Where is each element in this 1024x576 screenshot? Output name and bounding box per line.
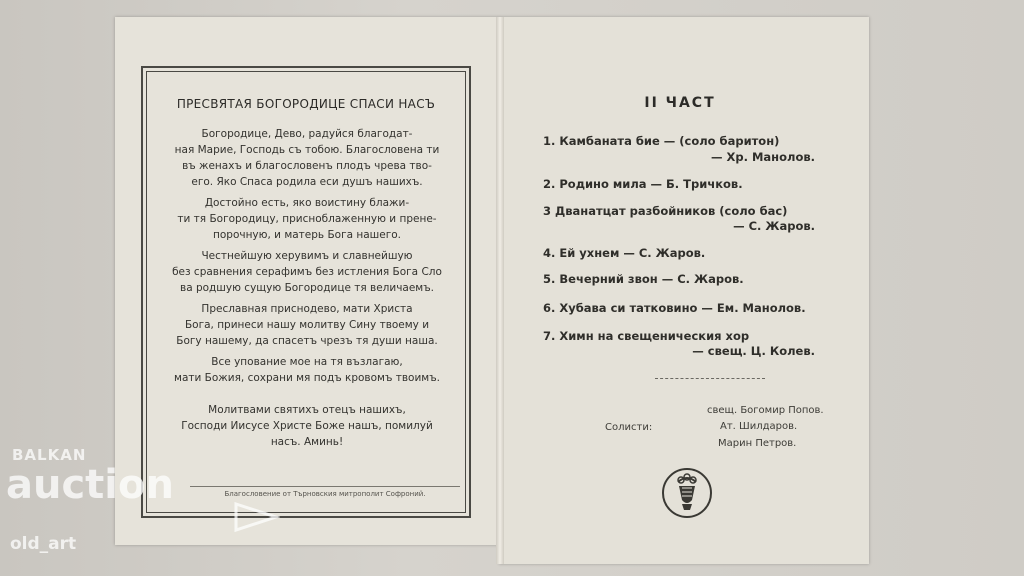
prayer-line: Достойно есть, яко воистину блажи-: [204, 197, 410, 209]
program-item: 6. Хубава си татковино — Ем. Манолов.: [543, 301, 806, 315]
prayer-line: насъ. Аминь!: [270, 436, 344, 448]
blessing-rule: [190, 486, 460, 487]
prayer-title: ПРЕСВЯТАЯ БОГОРОДИЦЕ СПАСИ НАСЪ: [176, 97, 436, 111]
blessing-note: Благословение от Търновския митрополит Софроний.: [224, 490, 426, 498]
program-item-author: — свещ. Ц. Колев.: [692, 344, 815, 358]
watermark-brand: BALKAN: [12, 446, 87, 464]
soloists-label: Солисти:: [605, 422, 653, 433]
watermark-title: auction: [6, 462, 174, 508]
prayer-line: порочную, и матерь Бога нашего.: [212, 229, 402, 241]
soloist-name: свещ. Богомир Попов.: [707, 405, 824, 416]
prayer-line: Господи Иисусе Христе Боже нашъ, помилуй: [181, 420, 433, 432]
prayer-line: Бога, принеси нашу молитву Сину твоему и: [184, 319, 430, 331]
part-title: II ЧАСТ: [644, 95, 716, 111]
prayer-line: его. Яко Спаса родила еси душъ нашихъ.: [191, 176, 423, 188]
vase-emblem-icon: [660, 466, 714, 520]
program-item-author: — С. Жаров.: [733, 219, 815, 233]
prayer-line: Богородице, Дево, радуйся благодат-: [201, 128, 413, 140]
prayer-line: въ женахъ и благословенъ плодъ чрева тво-: [182, 160, 432, 172]
program-item: 2. Родино мила — Б. Тричков.: [543, 177, 743, 191]
program-item: 4. Ей ухнем — С. Жаров.: [543, 246, 706, 260]
prayer-line: Богу нашему, да спасетъ чрезъ тя души наша.: [176, 335, 438, 347]
soloist-name: Марин Петров.: [718, 438, 797, 449]
program-item: 1. Камбаната бие — (соло баритон): [543, 134, 780, 148]
program-item: 5. Вечерний звон — С. Жаров.: [543, 272, 744, 286]
prayer-line: ти тя Богородицу, присноблаженную и прене-: [177, 213, 437, 225]
watermark-tag: old_art: [10, 534, 77, 554]
prayer-line: Преславная приснодево, мати Христа: [201, 303, 413, 315]
booklet-fold: [496, 17, 504, 564]
prayer-line: без сравнения серафимъ без истления Бога Сло: [172, 266, 442, 278]
soloist-name: Ат. Шилдаров.: [720, 421, 798, 432]
divider: [655, 378, 765, 380]
program-item-author: — Хр. Манолов.: [711, 150, 815, 164]
prayer-line: мати Божия, сохрани мя подъ кровомъ твоимъ.: [174, 372, 440, 384]
prayer-line: Все упование мое на тя възлагаю,: [211, 356, 403, 368]
prayer-line: Честнейшую херувимъ и славнейшую: [201, 250, 413, 262]
prayer-line: Молитвами святихъ отецъ нашихъ,: [208, 404, 406, 416]
play-arrow-icon: [232, 500, 280, 534]
program-item: 3 Дванатцат разбойников (соло бас): [543, 204, 788, 218]
program-item: 7. Химн на свещеническия хор: [543, 329, 750, 343]
prayer-line: ва родшую сущую Богородице тя величаемъ.: [180, 282, 434, 294]
prayer-line: ная Марие, Господь съ тобою. Благословена ти: [174, 144, 440, 156]
